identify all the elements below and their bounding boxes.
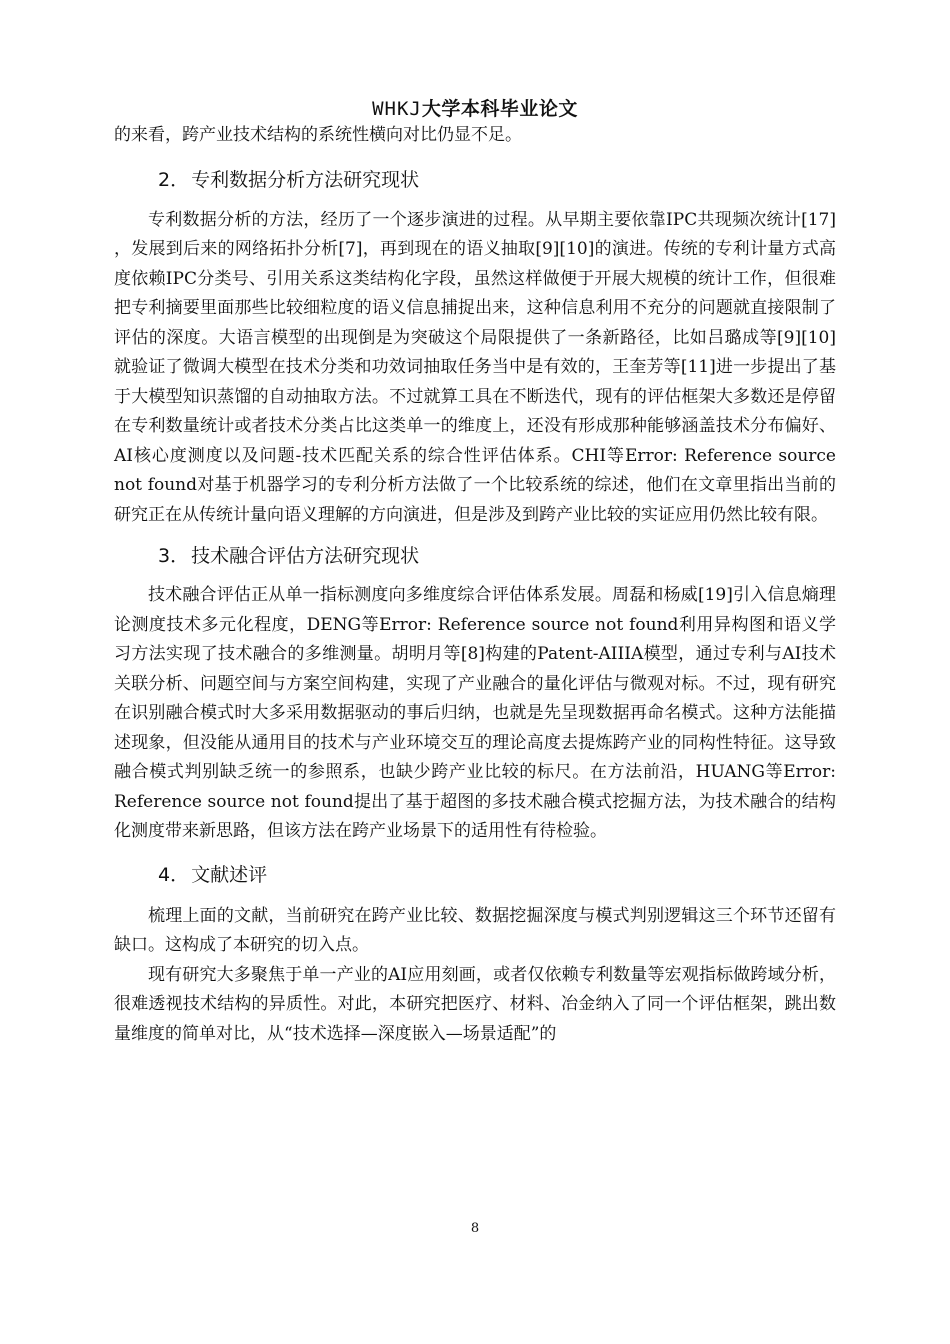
running-header (0, 94, 950, 121)
body-content (114, 121, 836, 1049)
paragraph-patent-analysis: 专利数据分析的方法，经历了一个逐步演进的过程。从早期主要依靠IPC共现频次统计[17] ，发展到后来的网络拓扑分析[7]，再到现在的语义抽取[9][10]的演进。传统的专利计量方式高度依赖IPC分类号、引用关系这类结构化字段，虽然这样做便于开展大规模的统计工作，但很难把专利摘要里面那些比较细粒度的语义信息捕捉出来，这种信息利用不充分的问题就直接限制了评估的深度。大语言模型的出现倒是为突破这个局限提供了一条新路径，比如吕璐成等[9][10] 就验证了微调大模型在技术分类和功效词抽取任务当中是有效的，王奎芳等[11]进一步提出了基于大模型知识蒸馏的自动抽取方法。不过就算工具在不断迭代，现有的评估框架大多数还是停留在专利数量统计或者技术分类占比这类单一的维度上，还没有形成那种能够涵盖技术分布偏好、AI核心度测度以及问题-技术匹配关系的综合性评估体系。CHI等Error: Reference source not found对基于机器学习的专利分析方法做了一个比较系统的综述，他们在文章里指出当前的研究正在从传统计量向语义理解的方向演进，但是涉及到跨产业比较的实证应用仍然比较有限。 (114, 209, 836, 525)
section-title: 技术融合评估方法研究现状 (191, 545, 420, 567)
section-title: 文献述评 (191, 863, 268, 886)
page-number: 8 (470, 1221, 480, 1236)
section-heading-literature-review (114, 861, 836, 889)
section-number: 3． (158, 545, 190, 567)
paragraph-fusion-evaluation: 技术融合评估正从单一指标测度向多维度综合评估体系发展。周磊和杨威[19]引入信息熵理论测度技术多元化程度，DENG等Error: Reference source not found利用异构图和语义学习方法实现了技术融合的多维测量。胡明月等[8]构建的Patent-AIIIA模型，通过专利与AI技术关联分析、问题空间与方案空间构建，实现了产业融合的量化评估与微观对标。不过，现有研究在识别融合模式时大多采用数据驱动的事后归纳，也就是先呈现数据再命名模式。这种方法能描述现象，但没能从通用目的技术与产业环境交互的理论高度去提炼跨产业的同构性特征。这导致融合模式判别缺乏统一的参照系，也缺少跨产业比较的标尺。在方法前沿，HUANG等Error: Reference source not found提出了基于超图的多技术融合模式挖掘方法，为技术融合的结构化测度带来新思路，但该方法在跨产业场景下的适用性有待检验。 (114, 585, 836, 841)
paragraph-continuation: 的来看，跨产业技术结构的系统性横向对比仍显不足。 (114, 125, 522, 145)
header-title: 大学本科毕业论文 (421, 98, 578, 120)
header-university-code: WHKJ (372, 98, 422, 120)
section-number: 2． (158, 168, 190, 191)
section-heading-patent-analysis (114, 166, 836, 194)
section-heading-fusion-evaluation (114, 542, 836, 570)
section-number: 4． (158, 863, 190, 886)
section-title: 专利数据分析方法研究现状 (191, 168, 420, 191)
paragraph-review-summary: 梳理上面的文献，当前研究在跨产业比较、数据挖掘深度与模式判别逻辑这三个环节还留有缺口。这构成了本研究的切入点。 (114, 905, 836, 955)
paragraph-review-detail: 现有研究大多聚焦于单一产业的AI应用刻画，或者仅依赖专利数量等宏观指标做跨域分析，很难透视技术结构的异质性。对此，本研究把医疗、材料、冶金纳入了同一个评估框架，跳出数量维度的简单对比，从“技术选择—深度嵌入—场景适配”的 (114, 964, 836, 1044)
